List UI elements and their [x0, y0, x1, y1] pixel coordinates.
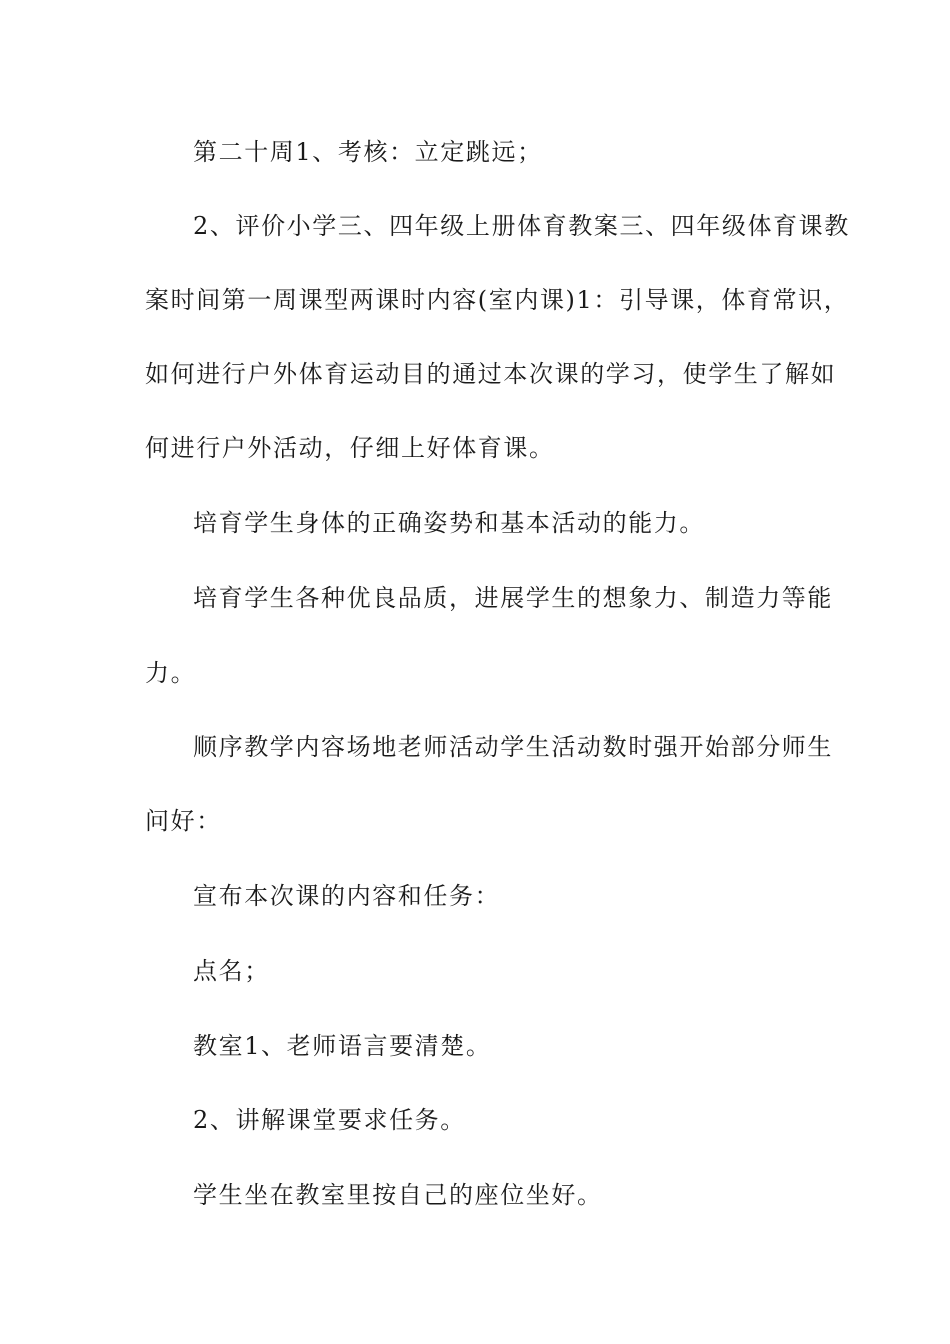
paragraph-line: 如何进行户外体育运动目的通过本次课的学习，使学生了解如 — [145, 360, 837, 388]
paragraph-line: 学生坐在教室里按自己的座位坐好。 — [193, 1181, 603, 1209]
paragraph-line: 案时间第一周课型两课时内容(室内课)1：引导课，体育常识， — [145, 286, 850, 314]
paragraph-line: 第二十周1、考核：立定跳远； — [193, 138, 543, 166]
paragraph-line: 顺序教学内容场地老师活动学生活动数时强开始部分师生 — [193, 733, 833, 761]
paragraph-line: 何进行户外活动，仔细上好体育课。 — [145, 434, 555, 462]
paragraph-line: 力。 — [145, 659, 197, 687]
paragraph-line: 教室1、老师语言要清楚。 — [193, 1032, 492, 1060]
paragraph-line: 2、讲解课堂要求任务。 — [193, 1106, 466, 1134]
paragraph-line: 宣布本次课的内容和任务： — [193, 882, 501, 910]
paragraph-line: 培育学生各种优良品质，进展学生的想象力、制造力等能 — [193, 584, 833, 612]
paragraph-line: 培育学生身体的正确姿势和基本活动的能力。 — [193, 509, 705, 537]
paragraph-line: 2、评价小学三、四年级上册体育教案三、四年级体育课教 — [193, 212, 850, 240]
paragraph-line: 问好： — [145, 807, 222, 835]
paragraph-line: 点名； — [193, 957, 270, 985]
